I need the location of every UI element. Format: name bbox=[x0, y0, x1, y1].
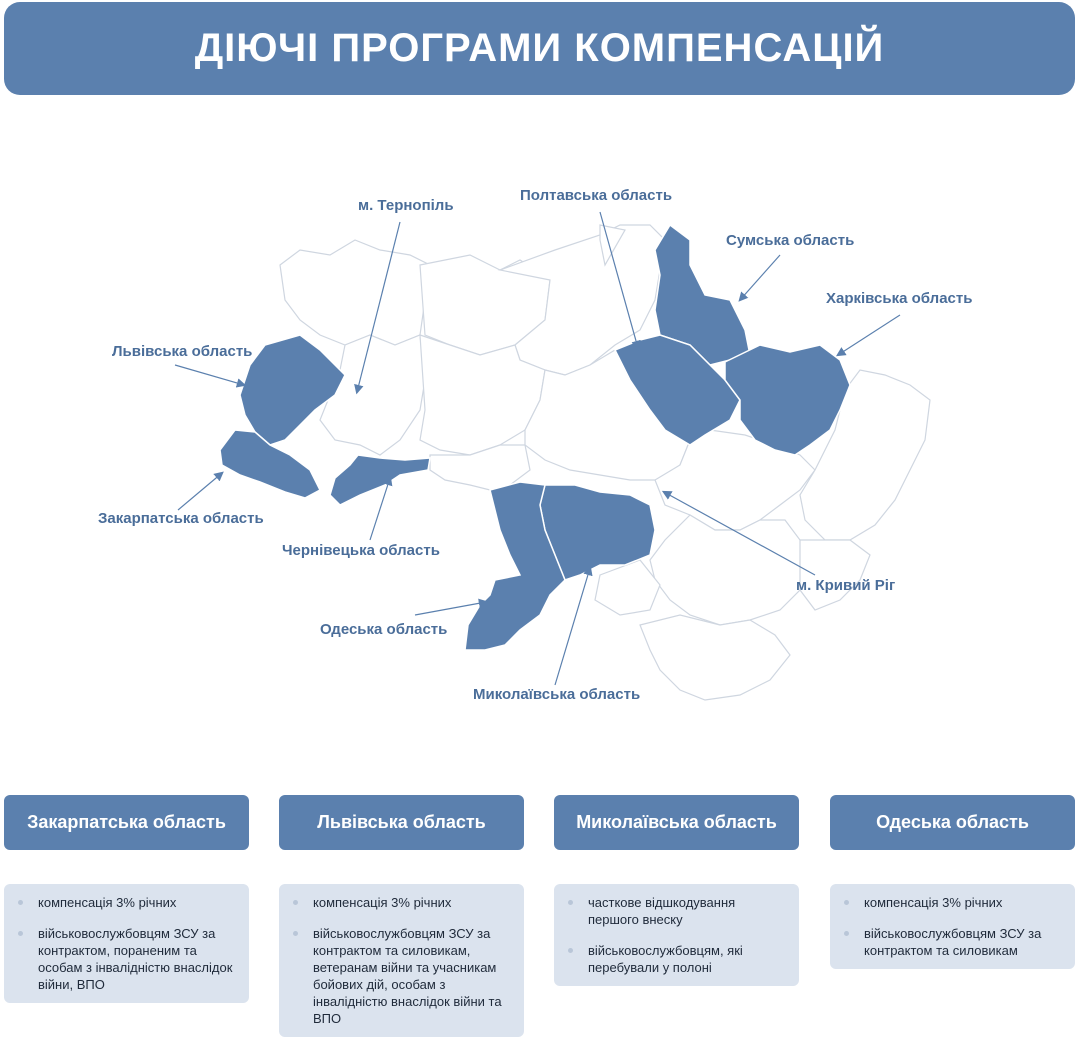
card-header-mykolaiv: Миколаївська область bbox=[554, 795, 799, 850]
card-header-odesa: Одеська область bbox=[830, 795, 1075, 850]
page-title: ДІЮЧІ ПРОГРАМИ КОМПЕНСАЦІЙ bbox=[194, 26, 885, 70]
label-lviv: Львівська область bbox=[112, 343, 253, 360]
label-chernivtsi: Чернівецька область bbox=[282, 542, 440, 559]
list-item: військовослужбовцям ЗСУ за контрактом та силовикам bbox=[864, 925, 1063, 959]
card-body-lviv bbox=[279, 884, 524, 1037]
label-sumy: Сумська область bbox=[726, 232, 855, 249]
list-item: компенсація 3% річних bbox=[313, 894, 512, 911]
list-item: часткове відшкодування першого внеску bbox=[588, 894, 787, 928]
list-item: компенсація 3% річних bbox=[864, 894, 1063, 911]
label-odesa: Одеська область bbox=[320, 621, 448, 638]
title-banner bbox=[4, 2, 1075, 95]
list-item: компенсація 3% річних bbox=[38, 894, 237, 911]
card-body-zakarpattia bbox=[4, 884, 249, 1003]
card-header-zakarpattia: Закарпатська область bbox=[4, 795, 249, 850]
label-kharkiv: Харківська область bbox=[826, 290, 973, 307]
ukraine-map bbox=[0, 110, 1080, 750]
label-poltava: Полтавська область bbox=[520, 187, 673, 204]
card-body-odesa bbox=[830, 884, 1075, 969]
region-chernivtsi bbox=[330, 455, 430, 505]
card-header-lviv: Львівська область bbox=[279, 795, 524, 850]
label-ternopil: м. Тернопіль bbox=[358, 197, 454, 214]
map-svg bbox=[0, 110, 1080, 750]
list-item: військовослужбовцям, які перебували у полоні bbox=[588, 942, 787, 976]
list-item: військовослужбовцям ЗСУ за контрактом, пораненим та особам з інвалідністю внаслідок війни, ВПО bbox=[38, 925, 237, 993]
label-mykolaiv: Миколаївська область bbox=[473, 686, 641, 703]
card-body-mykolaiv bbox=[554, 884, 799, 986]
list-item: військовослужбовцям ЗСУ за контрактом та силовикам, ветеранам війни та учасникам бойових дій, особам з інвалідністю внаслідок війни та ВПО bbox=[313, 925, 512, 1027]
label-zakarpattia: Закарпатська область bbox=[98, 510, 264, 527]
label-kryvyi-rih: м. Кривий Ріг bbox=[796, 577, 896, 594]
